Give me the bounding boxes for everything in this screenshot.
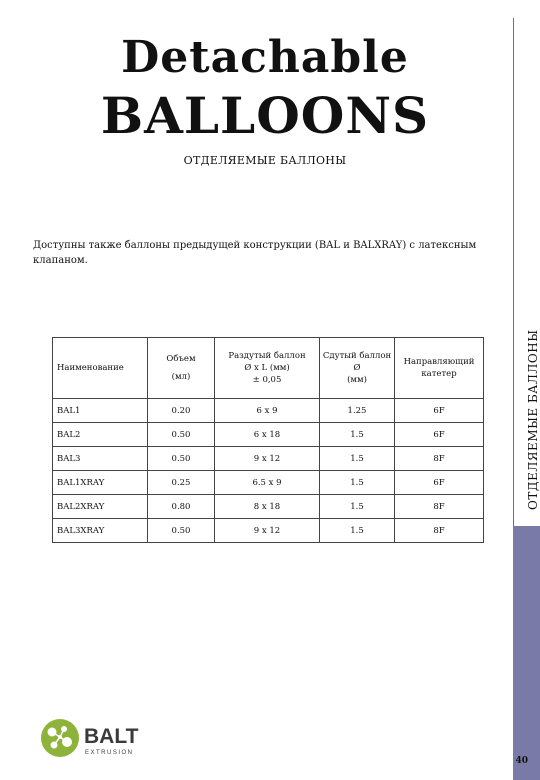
table-row: [53, 471, 484, 495]
header-catheter-l1: Направляющий: [403, 357, 475, 367]
header-volume: [148, 338, 215, 399]
cell-inflated: 9 x 12: [215, 519, 320, 543]
header-deflated: [320, 338, 395, 399]
header-inflated-l1: Раздутый баллон: [228, 351, 306, 361]
cell-name: BAL1: [53, 399, 148, 423]
table-row: [53, 495, 484, 519]
cell-volume: 0.20: [148, 399, 215, 423]
specs-table: [52, 337, 484, 543]
cell-volume: 0.80: [148, 495, 215, 519]
cell-volume: 0.50: [148, 423, 215, 447]
header-inflated: [215, 338, 320, 399]
cell-volume: 0.50: [148, 447, 215, 471]
cell-deflated: 1.5: [320, 423, 395, 447]
table-row: [53, 423, 484, 447]
cell-inflated: 8 x 18: [215, 495, 320, 519]
logo-tagline: EXTRUSION: [85, 750, 134, 756]
cell-name: BAL3: [53, 447, 148, 471]
cell-deflated: 1.5: [320, 447, 395, 471]
cell-inflated: 6 x 9: [215, 399, 320, 423]
logo-name: BALT: [84, 725, 139, 748]
cell-deflated: 1.5: [320, 519, 395, 543]
cell-inflated: 6 x 18: [215, 423, 320, 447]
header-name-text: Наименование: [57, 363, 124, 373]
header-catheter: [395, 338, 484, 399]
cell-deflated: 1.25: [320, 399, 395, 423]
header-deflated-l2: Ø: [353, 363, 361, 373]
page-number: 40: [515, 756, 528, 766]
balt-logo-graphic: [40, 716, 139, 760]
cell-volume: 0.25: [148, 471, 215, 495]
table-row: [53, 399, 484, 423]
side-tab-label: ОТДЕЛЯЕМЫЕ БАЛЛОНЫ: [526, 329, 540, 510]
cell-inflated: 9 x 12: [215, 447, 320, 471]
header-volume-l1: Объем: [166, 354, 196, 364]
header-inflated-l2: Ø х L (мм): [244, 363, 290, 373]
cell-name: BAL2: [53, 423, 148, 447]
cell-deflated: 1.5: [320, 495, 395, 519]
intro-text: Доступны также баллоны предыдущей конструкции (BAL и BALXRAY) с латексным клапаном.: [33, 240, 477, 266]
title-line-1: Detachable: [121, 32, 409, 83]
cell-name: BAL3XRAY: [53, 519, 148, 543]
title-line-2: BALLOONS: [100, 86, 430, 145]
cell-deflated: 1.5: [320, 471, 395, 495]
cell-catheter: 8F: [395, 495, 484, 519]
header-volume-l2: (мл): [171, 372, 191, 382]
header-catheter-l2: катетер: [421, 369, 457, 379]
cell-catheter: 8F: [395, 519, 484, 543]
table-header-row: [53, 338, 484, 399]
subtitle: ОТДЕЛЯЕМЫЕ БАЛЛОНЫ: [183, 154, 347, 167]
header-inflated-l3: ± 0,05: [252, 375, 282, 385]
cell-catheter: 6F: [395, 471, 484, 495]
cell-name: BAL2XRAY: [53, 495, 148, 519]
cell-catheter: 8F: [395, 447, 484, 471]
header-deflated-l3: (мм): [347, 375, 367, 385]
cell-name: BAL1XRAY: [53, 471, 148, 495]
table-row: [53, 519, 484, 543]
cell-catheter: 6F: [395, 399, 484, 423]
header-name: [53, 338, 148, 399]
cell-volume: 0.50: [148, 519, 215, 543]
table-row: [53, 447, 484, 471]
header-deflated-l1: Сдутый баллон: [322, 351, 392, 361]
balt-logo: [40, 716, 139, 760]
cell-catheter: 6F: [395, 423, 484, 447]
cell-inflated: 6.5 x 9: [215, 471, 320, 495]
